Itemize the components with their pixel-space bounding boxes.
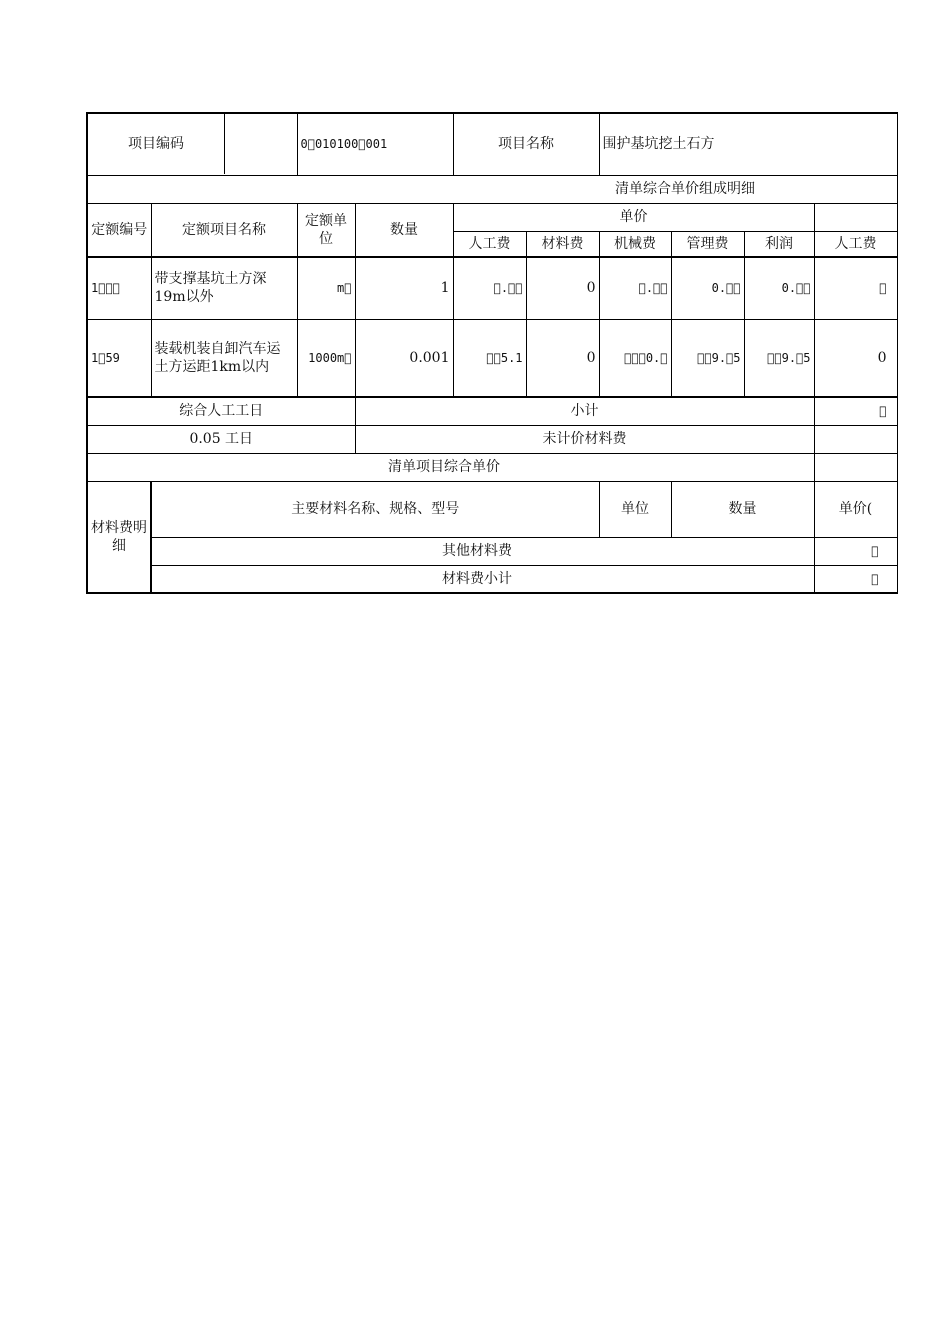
table-row (87, 257, 897, 319)
col-management: 管理费 (671, 231, 744, 257)
row-management: 0.   (671, 257, 744, 319)
subtotal-label: 小计 (355, 397, 814, 425)
col-profit: 利润 (744, 231, 814, 257)
col-quota-no: 定额编号 (87, 203, 151, 257)
materials-unit-header: 单位 (599, 481, 671, 537)
row-quota-name: 带支撑基坑土方深19m以外 (151, 257, 297, 319)
other-material-value:   (814, 537, 897, 565)
cost-analysis-sheet (86, 112, 887, 594)
col-total-group (814, 203, 897, 231)
subtotal-value:   (814, 397, 897, 425)
row-material: 0 (526, 257, 599, 319)
materials-qty-header: 数量 (671, 481, 814, 537)
table-row (87, 319, 897, 397)
col-labor-total: 人工费 (814, 231, 897, 257)
col-quota-name: 定额项目名称 (151, 203, 297, 257)
row-labor:   5.1 (453, 319, 526, 397)
row-quota-unit: m  (297, 257, 355, 319)
col-labor: 人工费 (453, 231, 526, 257)
row-quota-no: 1    (87, 257, 151, 319)
row-machine:  .   (599, 257, 671, 319)
row-profit:   9. 5 (744, 319, 814, 397)
row-machine:    0.  (599, 319, 671, 397)
col-material: 材料费 (526, 231, 599, 257)
project-name-value: 围护基坑挖土石方 (599, 113, 897, 175)
composite-unit-price-value (814, 453, 897, 481)
col-machine: 机械费 (599, 231, 671, 257)
col-unit-price-group: 单价 (453, 203, 814, 231)
labor-day-value: 0.05 工日 (87, 425, 355, 453)
row-labor-total:   (814, 257, 897, 319)
row-material: 0 (526, 319, 599, 397)
other-material-label: 其他材料费 (151, 537, 814, 565)
unpriced-material-label: 未计价材料费 (355, 425, 814, 453)
material-subtotal-value:   (814, 565, 897, 593)
row-labor:  .   (453, 257, 526, 319)
composite-unit-price-label: 清单项目综合单价 (87, 453, 814, 481)
row-quota-unit: 1000m  (297, 319, 355, 397)
project-code-value: 0 010100 001 (297, 113, 453, 175)
labor-day-label: 综合人工工日 (87, 397, 355, 425)
row-profit: 0.   (744, 257, 814, 319)
materials-price-header: 单价( (814, 481, 897, 537)
row-quota-no: 1 59 (87, 319, 151, 397)
material-subtotal-label: 材料费小计 (151, 565, 814, 593)
row-quantity: 1 (355, 257, 453, 319)
project-name-label: 项目名称 (453, 113, 599, 175)
materials-section-label: 材料费明细 (87, 481, 151, 593)
col-quantity: 数量 (355, 203, 453, 257)
col-quota-unit: 定额单位 (297, 203, 355, 257)
row-labor-total: 0 (814, 319, 897, 397)
unpriced-material-value (814, 425, 897, 453)
row-management:   9. 5 (671, 319, 744, 397)
row-quantity: 0.001 (355, 319, 453, 397)
materials-name-header: 主要材料名称、规格、型号 (151, 481, 599, 537)
unit-price-table (86, 112, 898, 594)
project-code-label: 项目编码 (88, 114, 225, 174)
row-quota-name: 装载机装自卸汽车运土方运距1km以内 (151, 319, 297, 397)
composition-title: 清单综合单价组成明细 (87, 175, 897, 203)
